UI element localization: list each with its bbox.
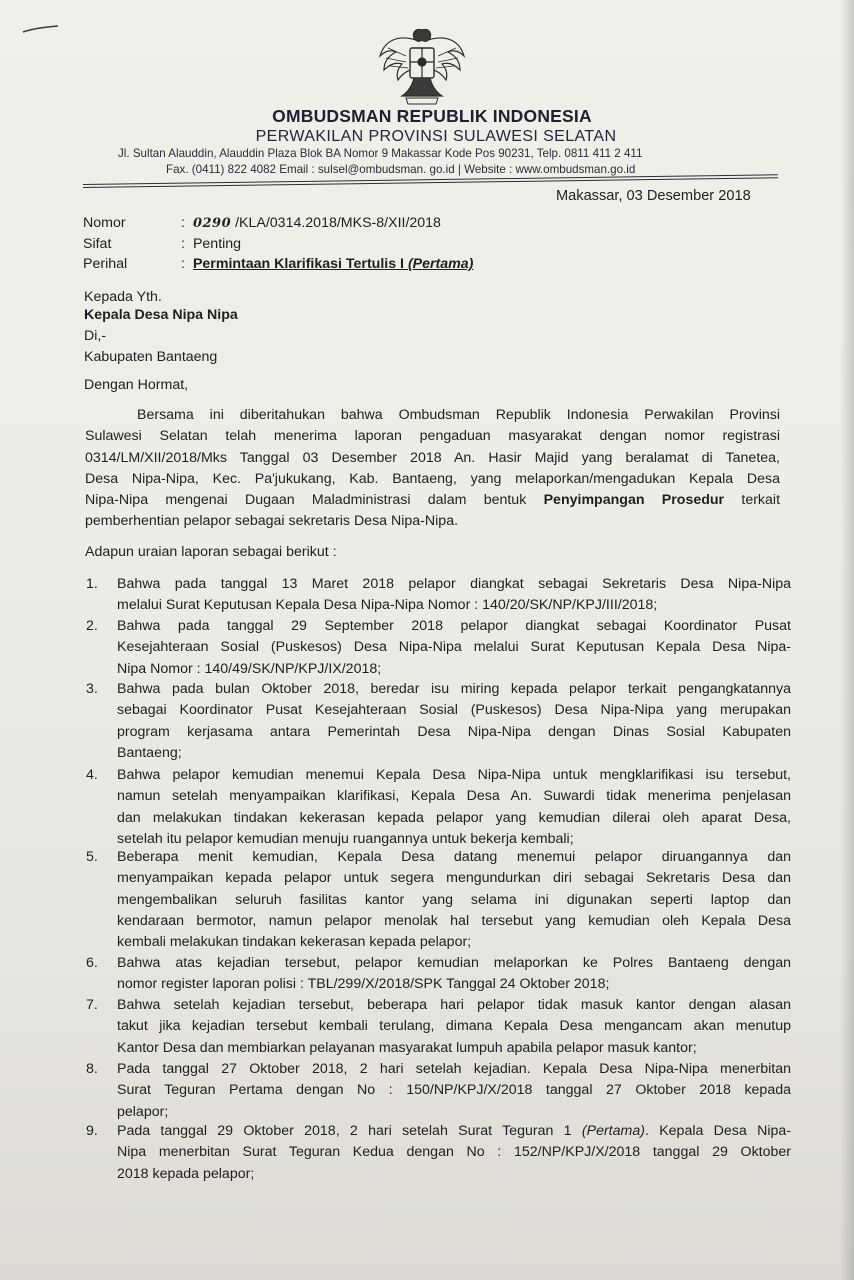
- recipient-place: Kabupaten Bantaeng: [84, 349, 218, 365]
- perihal-value: Permintaan Klarifikasi Tertulis I (Pertama): [192, 256, 474, 272]
- nomor-handwritten: 0290: [192, 216, 232, 231]
- meta-nomor: Nomor : 0290 /KLA/0314.2018/MKS-8/XII/2018: [83, 215, 441, 231]
- organization-name: OMBUDSMAN REPUBLIK INDONESIA: [272, 106, 592, 126]
- meta-sifat: Sifat : Penting: [83, 236, 242, 252]
- list-intro: Adapun uraian laporan sebagai berikut :: [85, 544, 337, 560]
- organization-address: Jl. Sultan Alauddin, Alauddin Plaza Blok BA Nomor 9 Makassar Kode Pos 90231, Telp. 0811 411 2 411: [118, 147, 643, 160]
- perihal-label: Perihal: [83, 256, 128, 272]
- garuda-emblem-icon: [376, 20, 468, 106]
- sifat-label: Sifat: [83, 236, 112, 252]
- recipient-greeting: Kepada Yth.: [84, 289, 162, 305]
- letter-page: OMBUDSMAN REPUBLIK INDONESIA PERWAKILAN PROVINSI SULAWESI SELATAN Jl. Sultan Alauddin, Alauddin Plaza Blok BA Nomor 9 Makassar Kode Pos 90231, Telp. 0811 411 2 411 Fax. (0411) 822 4082 Email : sulsel@ombudsman. go.id | Website : www.ombudsman.go.id Makassar, 03 Desember 2018 Nomor : 0290 /KLA/0314.2018/MKS-8/XII/2018 Sifat : Penting Perihal : Permintaan Klarifikasi Tertulis I (Pertama) Kepada Yth. Kepala Desa Nipa Nipa Di,- Kabupaten Bantaeng Dengan Hormat, Bersama ini diberitahukan bahwa Ombudsman Republik Indonesia Perwakilan Provinsi Sulawesi Selatan telah menerima laporan pengaduan masyarakat dengan nomor registrasi 0314/LM/XII/2018/Mks Tanggal 03 Desember 2018 An. Hasir Majid yang beralamat di Tanetea, Desa Nipa-Nipa, Kec. Pa'jukukang, Kab. Bantaeng, yang melaporkan/mengadukan Kepala Desa Nipa-Nipa mengenai Dugaan Maladministrasi dalam bentuk Penyimpangan Prosedur terkait pemberhentian pelapor sebagai sekretaris Desa Nipa-Nipa. Adapun uraian laporan sebagai berikut : 1. Bahwa pada tanggal 13 Maret 2018 pelapor diangkat sebagai Sekretaris Desa Nipa-Nipa melalui Surat Keputusan Kepala Desa Nipa-Nipa Nomor : 140/20/SK/NP/KPJ/III/2018; 2. Bahwa pada tanggal 29 September 2018 pelapor diangkat sebagai Koordinator Pusat Kesejahteraan Sosial (Puskesos) Desa Nipa-Nipa melalui Surat Keputusan Kepala Desa Nipa- Nipa Nomor : 140/49/SK/NP/KPJ/IX/2018; 3. Bahwa pada bulan Oktober 2018, beredar isu miring kepada pelapor terkait pengangkatannya sebagai Koordinator Pusat Kesejahteraan Sosial (Puskesos) Desa Nipa-Nipa yang merupakan program kerjasama antara Pemerintah Desa Nipa-Nipa dengan Dinas Sosial Kabupaten Bantaeng; 4. Bahwa pelapor kemudian menemui Kepala Desa Nipa-Nipa untuk mengklarifikasi isu tersebut, namun setelah menyampaikan klarifikasi, Kepala Desa An. Suwardi tidak menerima penjelasan dan melakukan tindakan kekerasan kepada pelapor yang kemudian dilerai oleh aparat Desa, setelah itu pelapor kemudian menuju ruangannya untuk bekerja kembali; 5. Beberapa menit kemudian, Kepala Desa datang menemui pelapor diruangannya dan menyampaikan kepada pelapor untuk segera mengundurkan diri sebagai Sekretaris Desa dan mengembalikan seluruh fasilitas kantor yang selama ini digunakan seperti laptop dan kendaraan bermotor, namun pelapor menolak hal tersebut yang kemudian oleh Kepala Desa kembali melakukan tindakan kekerasan kepada pelapor; 6. Bahwa atas kejadian tersebut, pelapor kemudian melaporkan ke Polres Bantaeng dengan nomor register laporan polisi : TBL/299/X/2018/SPK Tanggal 24 Oktober 2018; 7. Bahwa setelah kejadian tersebut, beberapa hari pelapor tidak masuk kantor dengan alasan takut jika kejadian tersebut kembali terulang, dimana Kepala Desa mengancam akan menutup Kantor Desa dan membiarkan pelayanan masyarakat lumpuh apabila pelapor masuk kantor; 8. Pada tanggal 27 Oktober 2018, 2 hari setelah kejadian. Kepala Desa Nipa-Nipa menerbitan Surat Teguran Pertama dengan No : 150/NP/KPJ/X/2018 tanggal 27 Oktober 2018 kepada pelapor; 9. Pada tanggal 29 Oktober 2018, 2 hari setelah Surat Teguran 1 (Pertama). Kepala Desa Nipa- Nipa menerbitan Surat Teguran Kedua dengan No : 152/NP/KPJ/X/2018 tanggal 29 Oktober 2018 kepada pelapor;: [0, 0, 854, 1280]
- organization-branch: PERWAKILAN PROVINSI SULAWESI SELATAN: [255, 128, 617, 145]
- body-paragraph: Bersama ini diberitahukan bahwa Ombudsman Republik Indonesia Perwakilan Provinsi Sulawesi Selatan telah menerima laporan pengaduan masyarakat dengan nomor registrasi 0314/LM/XII/2018/Mks Tanggal 03 Desember 2018 An. Hasir Majid yang beralamat di Tanetea, Desa Nipa-Nipa, Kec. Pa'jukukang, Kab. Bantaeng, yang melaporkan/mengadukan Kepala Desa Nipa-Nipa mengenai Dugaan Maladministrasi dalam bentuk Penyimpangan Prosedur terkait pemberhentian pelapor sebagai sekretaris Desa Nipa-Nipa.: [85, 407, 781, 530]
- page-edge-shadow: [840, 0, 854, 1280]
- pen-mark-icon: [22, 24, 60, 34]
- meta-perihal: Perihal : Permintaan Klarifikasi Tertulis I (Pertama): [83, 256, 474, 272]
- salutation: Dengan Hormat,: [84, 377, 189, 393]
- sifat-value: Penting: [192, 236, 242, 252]
- nomor-value: /KLA/0314.2018/MKS-8/XII/2018: [235, 215, 441, 231]
- letter-date: Makassar, 03 Desember 2018: [556, 188, 751, 204]
- recipient-name: Kepala Desa Nipa Nipa: [84, 307, 238, 323]
- nomor-label: Nomor: [83, 215, 126, 231]
- recipient-di: Di,-: [84, 328, 107, 344]
- organization-contact: Fax. (0411) 822 4082 Email : sulsel@ombudsman. go.id | Website : www.ombudsman.go.id: [166, 163, 636, 176]
